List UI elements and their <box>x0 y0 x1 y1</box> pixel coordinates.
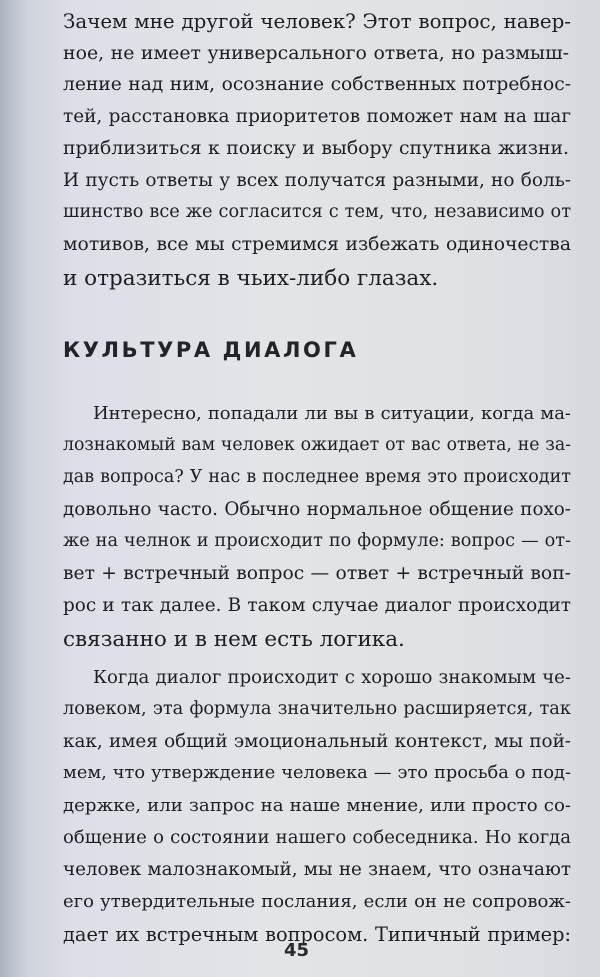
text-line: Интересно, попадали ли вы в ситуации, когда ма- <box>93 403 571 424</box>
text-line: и отразиться в чьих-либо глазах. <box>63 266 439 291</box>
text-line: вет + встречный вопрос — ответ + встречный воп- <box>63 563 571 584</box>
text-line: его утвердительные послания, если он не сопровож- <box>63 891 571 912</box>
text-line: шинство все же согласится с тем, что, независимо от <box>63 202 571 222</box>
text-line: мотивов, все мы стремимся избежать одиночества <box>63 234 571 255</box>
text-line: ное, не имеет универсального ответа, но размыш- <box>63 42 569 64</box>
text-line: ление над ним, осознание собственных потребнос- <box>63 74 571 95</box>
text-line: мем, что утверждение человека — это просьба о под- <box>63 763 571 783</box>
text-line: держке, или запрос на наше мнение, или просто со- <box>63 795 571 816</box>
text-line: дает их встречным вопросом. Типичный пример: <box>63 923 571 946</box>
text-line: ловеком, эта формула значительно расширяется, так <box>63 699 571 719</box>
text-line: лознакомый вам человек ожидает от вас ответа, не за- <box>63 435 571 455</box>
page-number: 45 <box>284 940 310 961</box>
text-line: рос и так далее. В таком случае диалог происходит <box>63 595 571 616</box>
text-line: связанно и в нем есть логика. <box>63 627 405 652</box>
text-line: общение о состоянии нашего собеседника. Но когда <box>63 827 571 848</box>
text-line: человек малознакомый, мы не знаем, что означают <box>63 859 571 880</box>
text-line: тей, расстановка приоритетов поможет нам на шаг <box>63 106 571 127</box>
text-line: дав вопроса? У нас в последнее время это происходит <box>63 467 571 487</box>
text-line: довольно часто. Обычно нормальное общение похо- <box>63 499 571 520</box>
text-line: Когда диалог происходит с хорошо знакомым че- <box>93 667 571 688</box>
section-heading: КУЛЬТУРА ДИАЛОГА <box>63 338 359 362</box>
text-line: Зачем мне другой человек? Этот вопрос, навер- <box>63 10 571 33</box>
text-line: И пусть ответы у всех получатся разными, но боль- <box>63 170 571 191</box>
text-line: же на челнок и происходит по формуле: вопрос — от- <box>63 531 571 551</box>
text-line: приблизиться к поиску и выбору спутника жизни. <box>63 138 569 159</box>
text-line: как, имея общий эмоциональный контекст, мы пой- <box>63 731 571 752</box>
